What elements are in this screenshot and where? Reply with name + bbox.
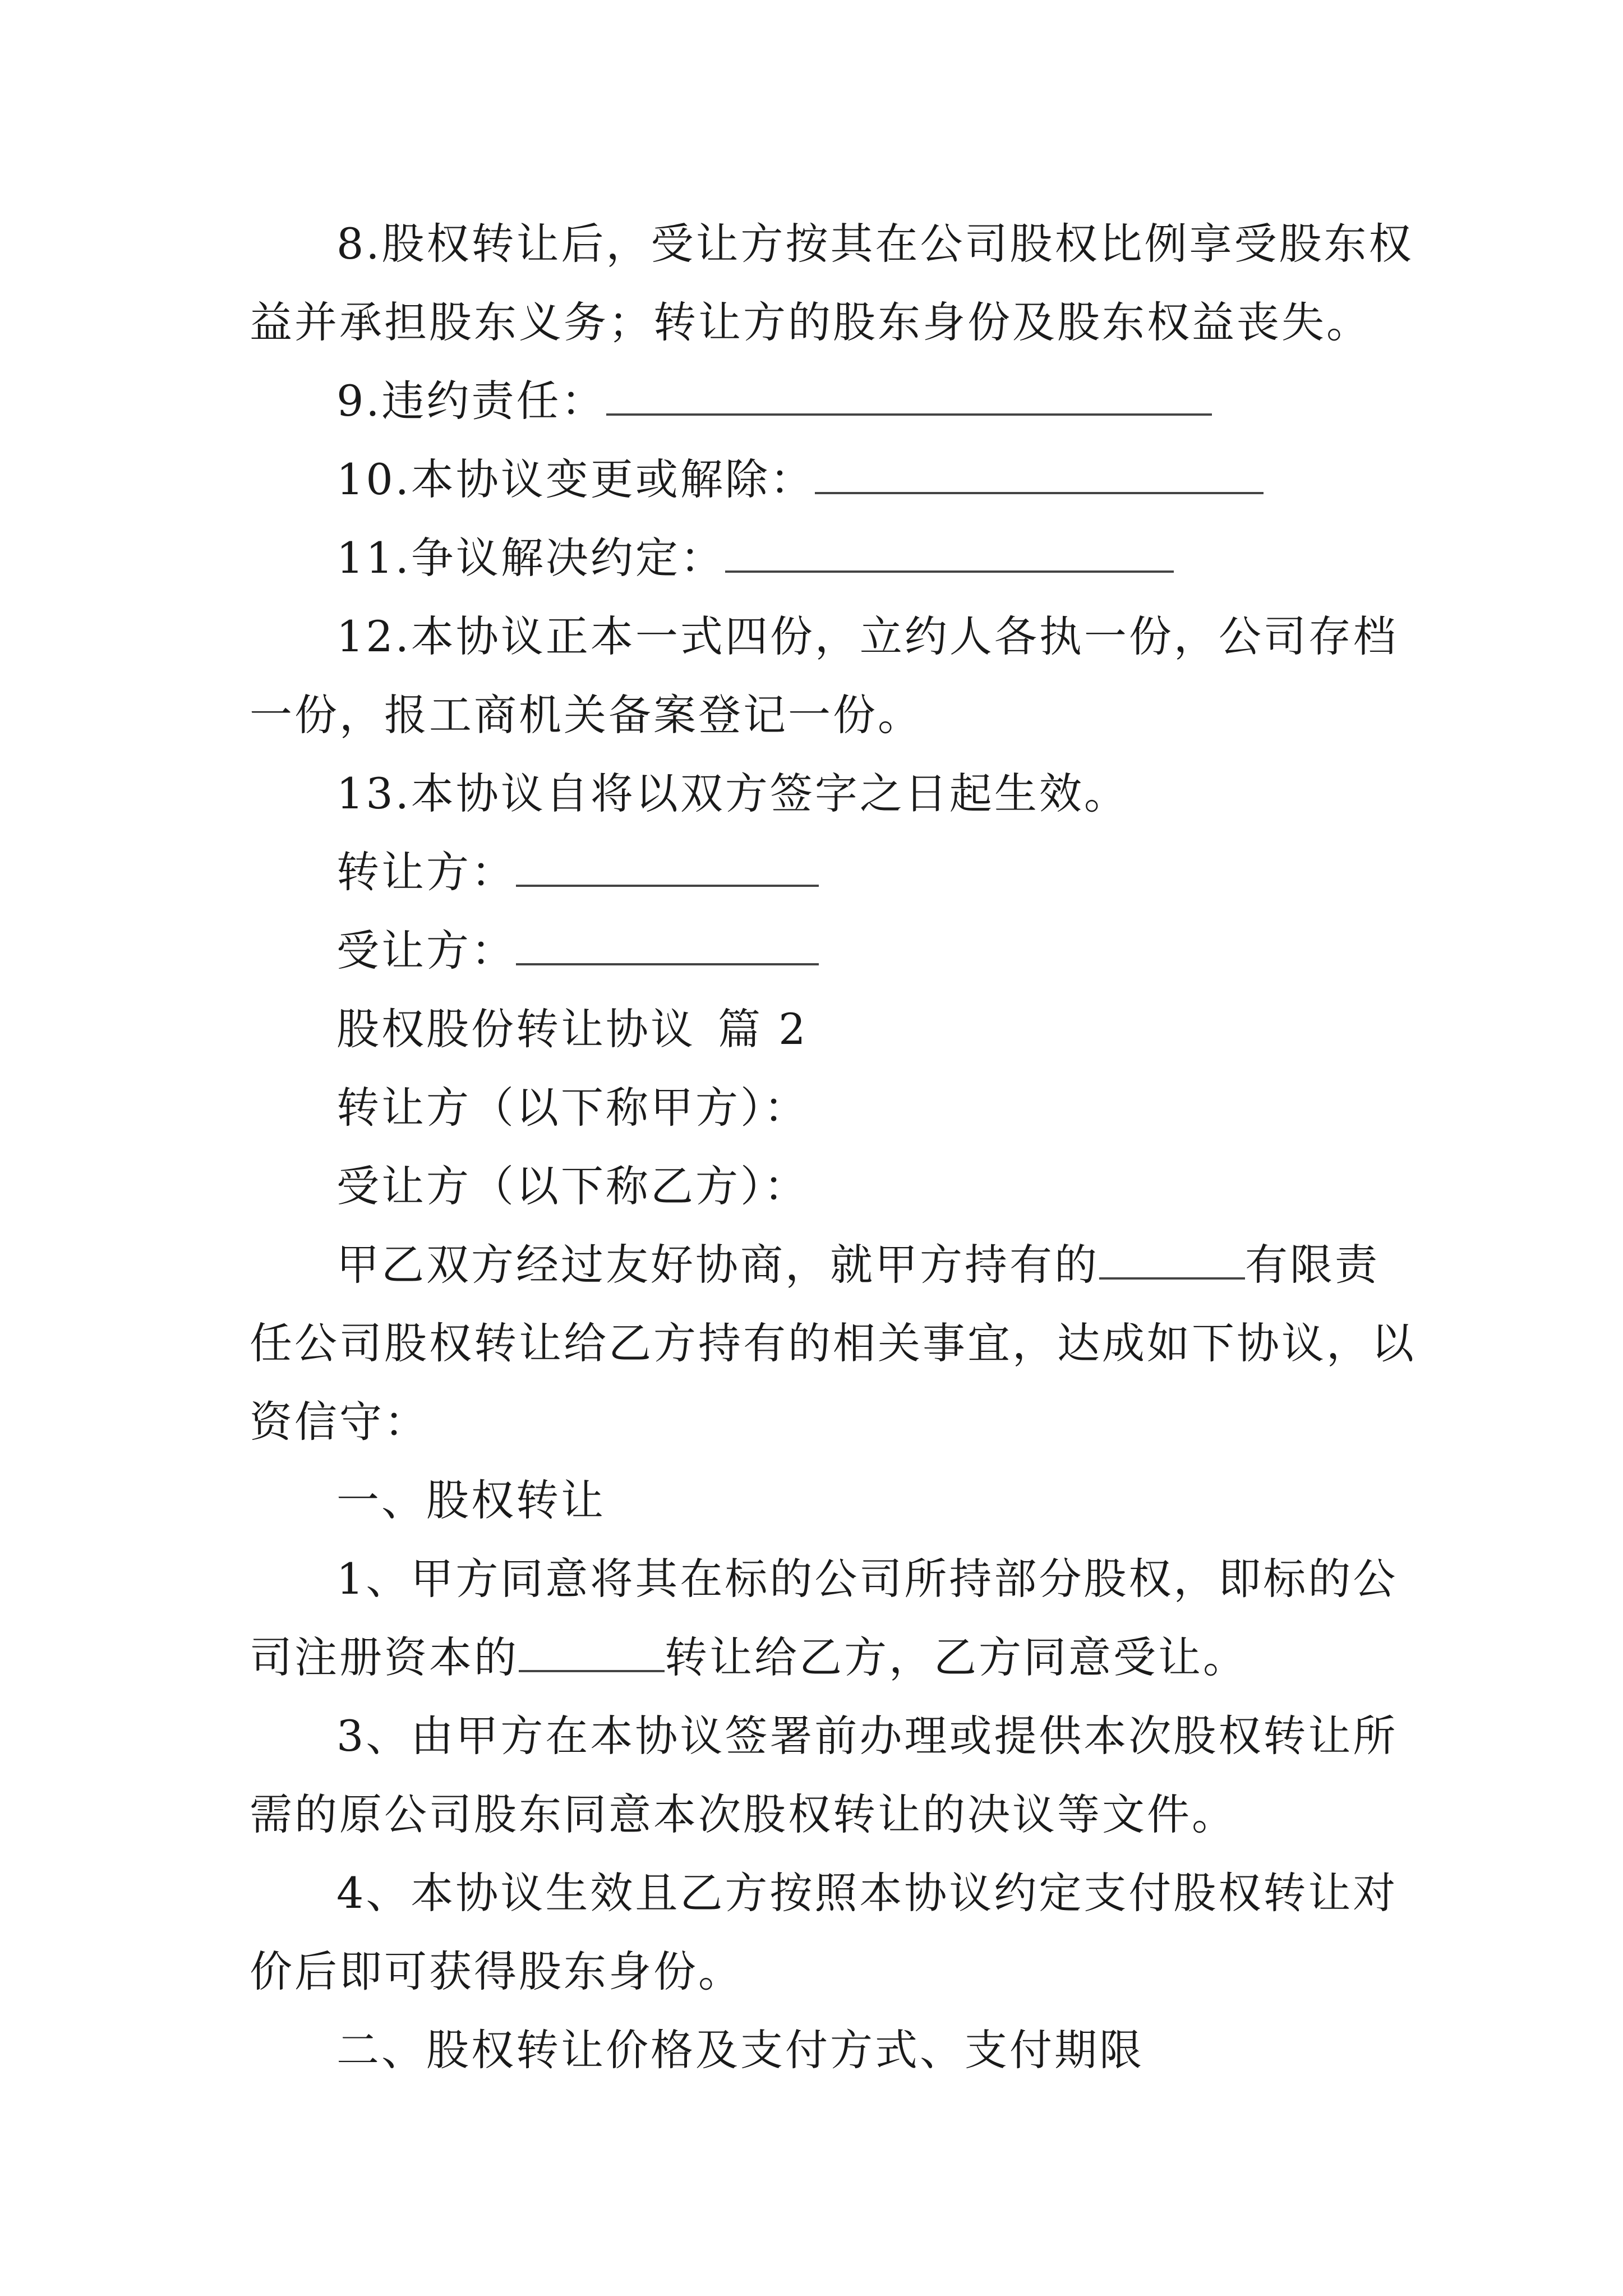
item-4-line-2: 价后即可获得股东身份。	[250, 1947, 743, 1996]
clause-11	[336, 530, 1174, 586]
transferee-blank	[516, 924, 819, 965]
intro-line-1	[336, 1237, 1380, 1293]
item-4-line-1: 4、本协议生效且乙方按照本协议约定支付股权转让对	[336, 1868, 1398, 1918]
clause-10-blank	[815, 453, 1264, 494]
item-3-line-2: 需的原公司股东同意本次股权转让的决议等文件。	[250, 1789, 1237, 1839]
heading-equity-transfer: 一、股权转让	[336, 1475, 606, 1525]
clause-11-label: 11.争议解决约定：	[336, 533, 725, 583]
intro-line-3: 资信守：	[250, 1397, 429, 1447]
transferor-label: 转让方：	[336, 847, 516, 897]
clause-13: 13.本协议自将以双方签字之日起生效。	[336, 769, 1129, 818]
party-b-line: 受让方（以下称乙方）：	[336, 1161, 809, 1211]
clause-8-line-1: 8.股权转让后，受让方按其在公司股权比例享受股东权	[336, 219, 1414, 269]
item-3-line-1: 3、由甲方在本协议签署前办理或提供本次股权转让所	[336, 1711, 1398, 1761]
item-1-text-1: 司注册资本的	[250, 1632, 519, 1682]
section-2-heading	[336, 1001, 808, 1057]
clause-8-line-2: 益并承担股东义务；转让方的股东身份及股东权益丧失。	[250, 297, 1371, 347]
transferor-signature	[336, 844, 819, 900]
clause-11-blank	[725, 531, 1174, 573]
section-2-number: 篇 2	[718, 1004, 808, 1054]
transferor-blank	[516, 845, 819, 887]
company-name-blank	[1099, 1238, 1245, 1280]
clause-9	[336, 373, 1212, 429]
clause-10-label: 10.本协议变更或解除：	[336, 454, 815, 504]
item-1-line-2	[250, 1630, 1248, 1686]
intro-line-2: 任公司股权转让给乙方持有的相关事宜，达成如下协议，以	[250, 1318, 1416, 1368]
section-2-title: 股权股份转让协议	[336, 1004, 695, 1054]
item-1-line-1: 1、甲方同意将其在标的公司所持部分股权，即标的公	[336, 1554, 1398, 1604]
intro-text-2: 有限责	[1245, 1240, 1380, 1290]
heading-price-payment: 二、股权转让价格及支付方式、支付期限	[336, 2025, 1144, 2075]
clause-12-line-1: 12.本协议正本一式四份，立约人各执一份，公司存档	[336, 611, 1398, 661]
intro-text-1: 甲乙双方经过友好协商，就甲方持有的	[336, 1240, 1099, 1290]
item-1-text-2: 转让给乙方，乙方同意受让。	[665, 1632, 1248, 1682]
clause-10	[336, 452, 1264, 508]
clause-12-line-2: 一份，报工商机关备案登记一份。	[250, 690, 923, 740]
registered-capital-blank	[519, 1631, 665, 1672]
transferee-label: 受让方：	[336, 926, 516, 976]
party-a-line: 转让方（以下称甲方）：	[336, 1083, 809, 1133]
transferee-signature	[336, 923, 819, 979]
clause-9-label: 9.违约责任：	[336, 376, 606, 426]
clause-9-blank	[606, 374, 1212, 416]
